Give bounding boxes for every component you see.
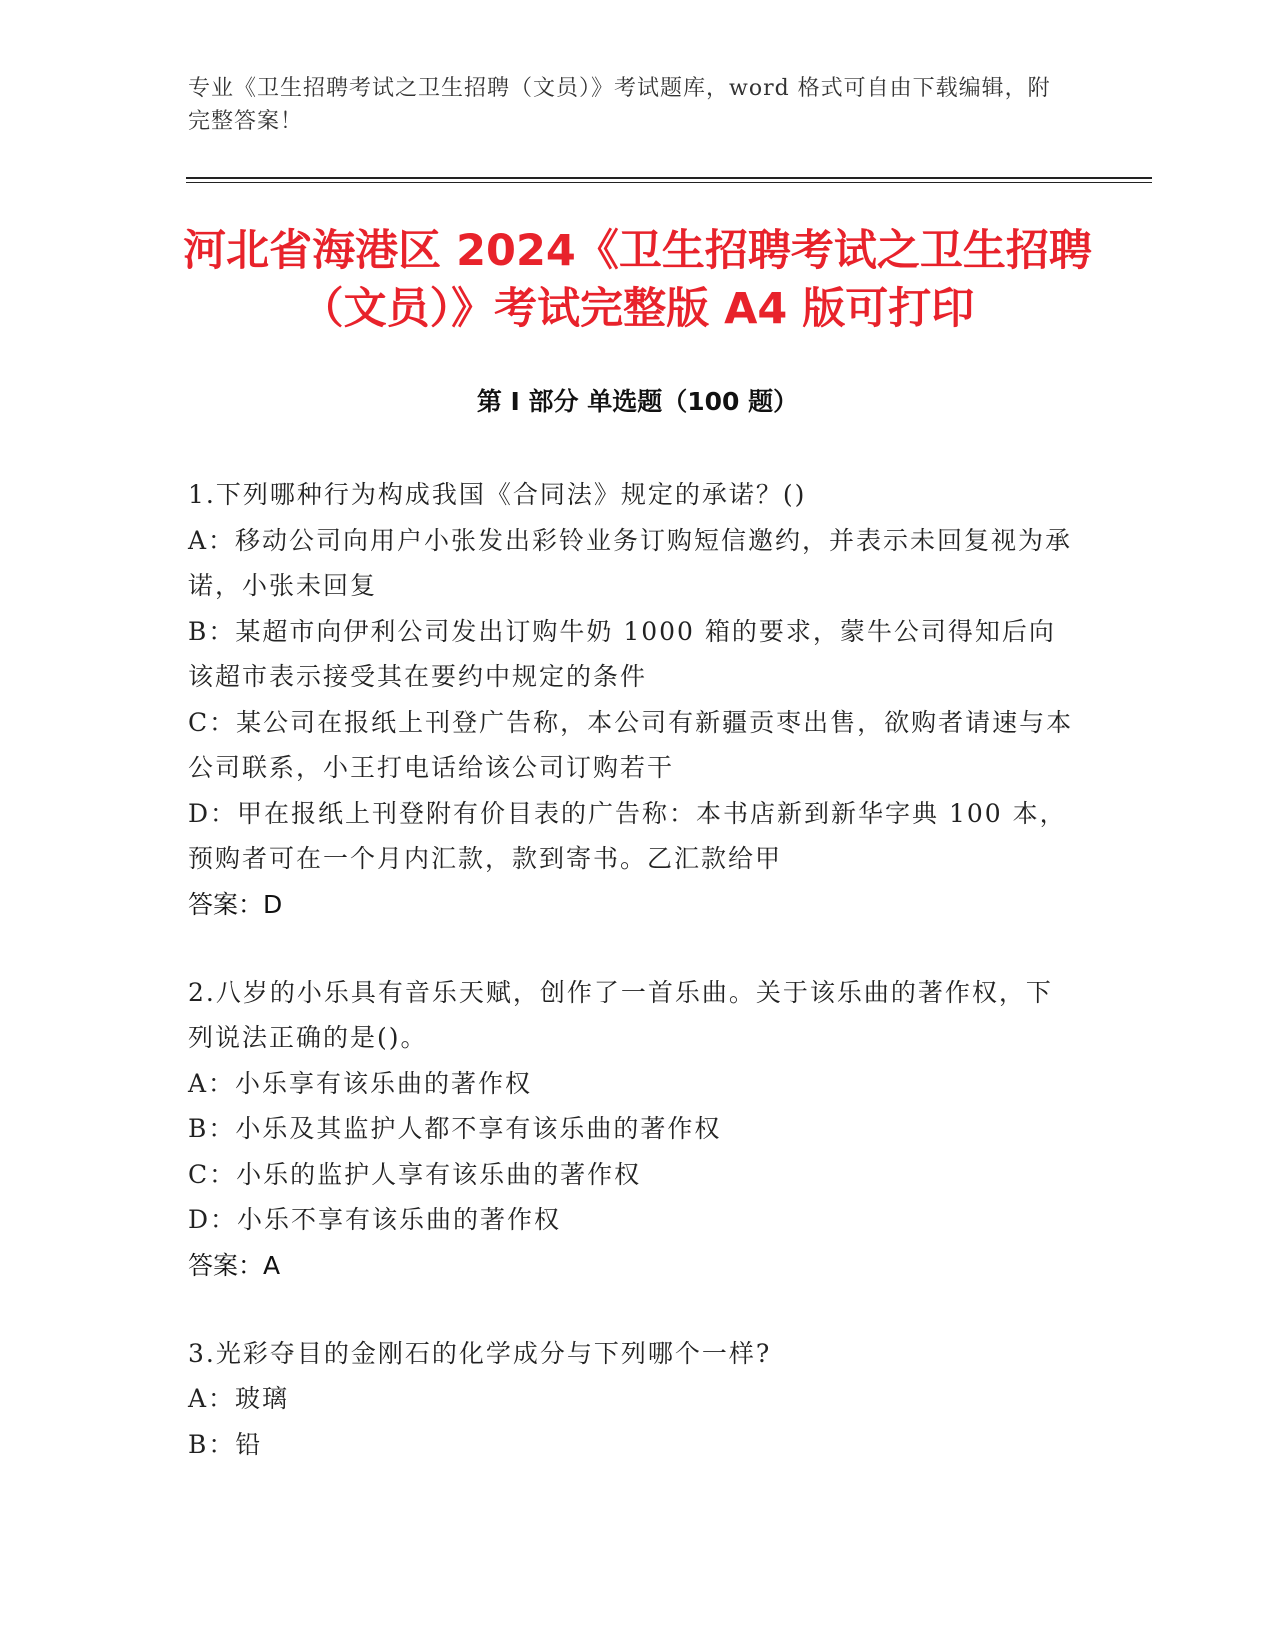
question-3 [188, 1331, 1078, 1468]
question-2 [188, 970, 1078, 1289]
question-1 [188, 472, 1078, 928]
question-stem: 2.八岁的小乐具有音乐天赋，创作了一首乐曲。关于该乐曲的著作权，下列说法正确的是()。 [188, 977, 1053, 1052]
option-c: C：某公司在报纸上刊登广告称，本公司有新疆贡枣出售，欲购者请速与本公司联系，小王打电话给该公司订购若干 [188, 707, 1074, 782]
option-d: D：小乐不享有该乐曲的著作权 [188, 1205, 562, 1234]
option-a: A：移动公司向用户小张发出彩铃业务订购短信邀约，并表示未回复视为承诺，小张未回复 [188, 525, 1073, 600]
header-note: 专业《卫生招聘考试之卫生招聘（文员）》考试题库，word 格式可自由下载编辑，附完整答案！ [188, 76, 1051, 134]
option-b: B：小乐及其监护人都不享有该乐曲的著作权 [188, 1114, 722, 1143]
document-title: 河北省海港区 2024《卫生招聘考试之卫生招聘（文员）》考试完整版 A4 版可打印 [183, 226, 1092, 334]
answer: 答案：D [188, 889, 283, 919]
answer: 答案：A [188, 1250, 281, 1280]
option-c: C：小乐的监护人享有该乐曲的著作权 [188, 1159, 642, 1189]
option-b: B：铅 [188, 1429, 263, 1459]
header-divider-thick [186, 177, 1152, 179]
header-divider-thin [186, 182, 1152, 183]
section-title: 第 I 部分 单选题（100 题） [476, 387, 799, 416]
question-stem: 3.光彩夺目的金刚石的化学成分与下列哪个一样? [188, 1338, 772, 1368]
question-stem: 1.下列哪种行为构成我国《合同法》规定的承诺？() [188, 480, 807, 509]
option-b: B：某超市向伊利公司发出订购牛奶 1000 箱的要求，蒙牛公司得知后向该超市表示接受其在要约中规定的条件 [188, 616, 1056, 691]
option-a: A：玻璃 [188, 1384, 290, 1413]
option-d: D：甲在报纸上刊登附有价目表的广告称：本书店新到新华字典 100 本，预购者可在一个月内汇款，款到寄书。乙汇款给甲 [188, 798, 1067, 873]
option-a: A：小乐享有该乐曲的著作权 [188, 1068, 533, 1098]
question-list [188, 472, 1078, 1509]
